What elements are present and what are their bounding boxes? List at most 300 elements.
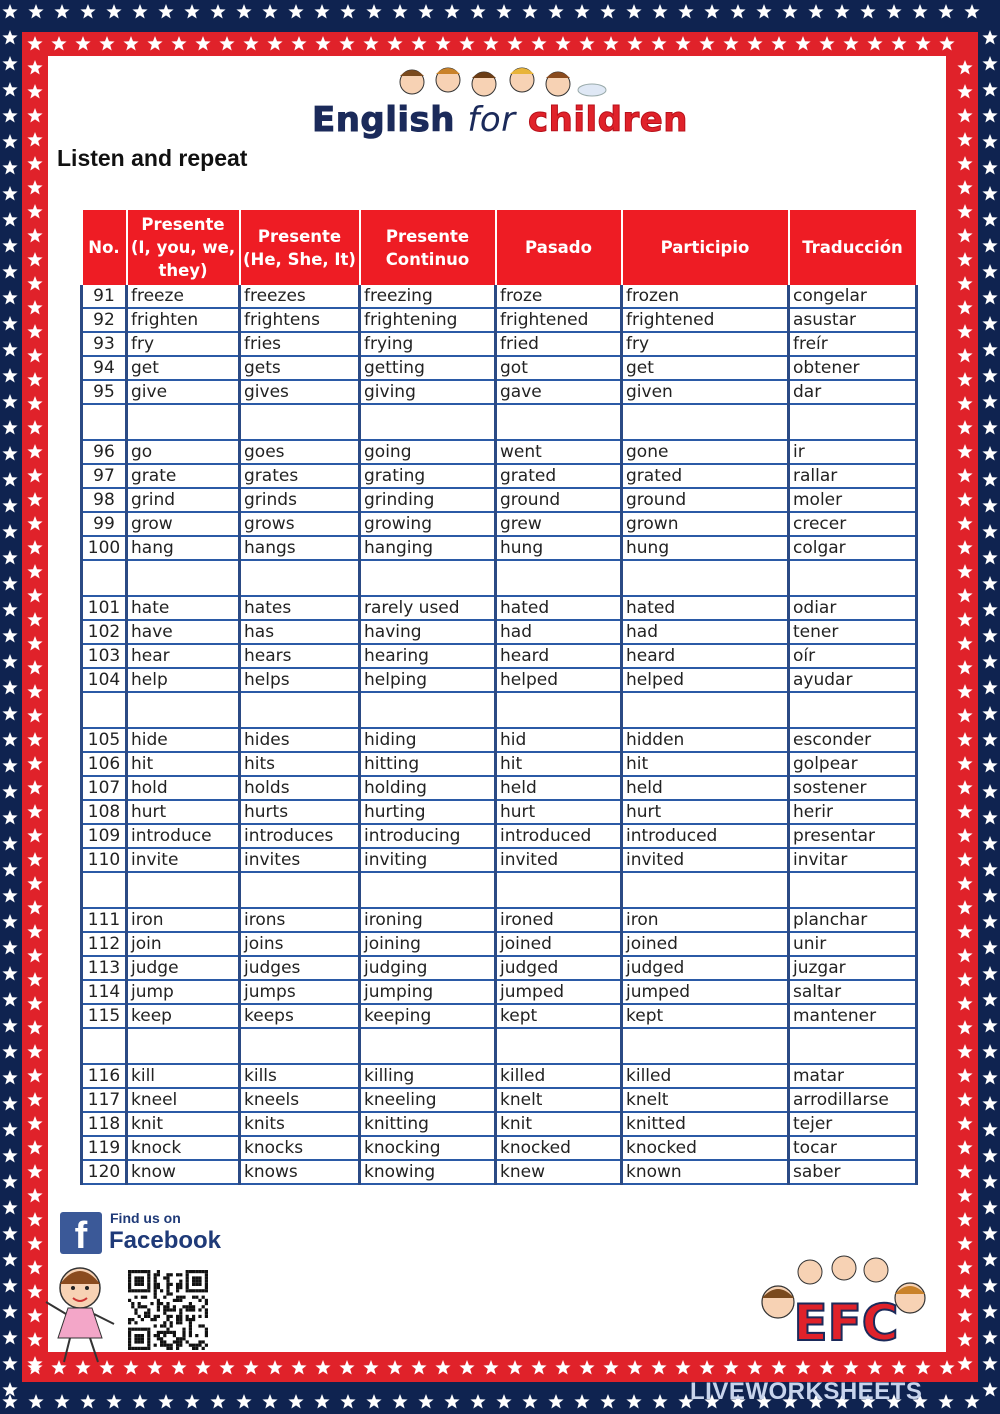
frame-star (339, 36, 354, 51)
verb-presente-i-you: know (127, 1160, 240, 1184)
spacer-cell (82, 1028, 127, 1064)
frame-star (27, 396, 42, 411)
verb-traduccion: tocar (789, 1136, 917, 1160)
spacer-cell (360, 560, 496, 596)
frame-star (699, 36, 714, 51)
verb-number: 95 (82, 380, 127, 404)
verb-pasado: went (496, 440, 622, 464)
verb-presente-he-she: hides (240, 728, 360, 752)
spacer-cell (240, 404, 360, 440)
frame-star (627, 36, 642, 51)
facebook-find-label: Find us on (110, 1210, 181, 1226)
verb-number: 119 (82, 1136, 127, 1160)
table-row (82, 644, 917, 668)
frame-star (891, 36, 906, 51)
verb-pasado: heard (496, 644, 622, 668)
frame-star (957, 1236, 972, 1251)
qr-code[interactable] (128, 1270, 208, 1350)
frame-star (507, 36, 522, 51)
frame-star (27, 1044, 42, 1059)
verb-traduccion: moler (789, 488, 917, 512)
frame-star (147, 1360, 162, 1375)
table-row (82, 596, 917, 620)
frame-star (957, 1164, 972, 1179)
verb-traduccion: obtener (789, 356, 917, 380)
frame-star (171, 1360, 186, 1375)
spacer-cell (496, 872, 622, 908)
frame-star (957, 1092, 972, 1107)
header-pasado: Pasado (496, 210, 622, 285)
table-row (82, 956, 917, 980)
frame-star (531, 36, 546, 51)
verb-participio: hit (622, 752, 789, 776)
frame-star (267, 36, 282, 51)
verb-number: 113 (82, 956, 127, 980)
verb-presente-he-she: hears (240, 644, 360, 668)
verb-number: 94 (82, 356, 127, 380)
frame-star (957, 876, 972, 891)
frame-star (957, 108, 972, 123)
verb-participio: hung (622, 536, 789, 560)
verb-participio: judged (622, 956, 789, 980)
verb-presente-i-you: iron (127, 908, 240, 932)
frame-star (411, 1360, 426, 1375)
frame-star (267, 1360, 282, 1375)
verb-traduccion: presentar (789, 824, 917, 848)
verb-participio: kept (622, 1004, 789, 1028)
frame-star (579, 36, 594, 51)
verb-pasado: jumped (496, 980, 622, 1004)
frame-star (27, 756, 42, 771)
verb-presente-continuo: keeping (360, 1004, 496, 1028)
verb-presente-he-she: grates (240, 464, 360, 488)
spacer-cell (496, 404, 622, 440)
spacer-cell (789, 560, 917, 596)
verb-participio: knocked (622, 1136, 789, 1160)
frame-star (339, 1360, 354, 1375)
frame-star (291, 36, 306, 51)
verb-presente-continuo: frying (360, 332, 496, 356)
frame-star (315, 1360, 330, 1375)
frame-star (957, 1212, 972, 1227)
frame-star (27, 852, 42, 867)
verb-traduccion: asustar (789, 308, 917, 332)
frame-star (27, 732, 42, 747)
verb-pasado: froze (496, 285, 622, 308)
frame-star (957, 996, 972, 1011)
table-row (82, 1064, 917, 1088)
verb-presente-i-you: hit (127, 752, 240, 776)
verb-presente-continuo: knocking (360, 1136, 496, 1160)
frame-star (957, 396, 972, 411)
verb-number: 93 (82, 332, 127, 356)
frame-star (957, 324, 972, 339)
verb-pasado: got (496, 356, 622, 380)
verb-presente-i-you: hang (127, 536, 240, 560)
frame-star (195, 36, 210, 51)
verb-presente-he-she: keeps (240, 1004, 360, 1028)
verb-number: 111 (82, 908, 127, 932)
verb-traduccion: planchar (789, 908, 917, 932)
verb-participio: introduced (622, 824, 789, 848)
verb-presente-i-you: help (127, 668, 240, 692)
frame-star (957, 1332, 972, 1347)
verb-number: 104 (82, 668, 127, 692)
frame-star (957, 492, 972, 507)
verb-presente-continuo: knitting (360, 1112, 496, 1136)
frame-star (651, 1360, 666, 1375)
verb-presente-he-she: goes (240, 440, 360, 464)
header-presente-i-you: Presente (I, you, we, they) (127, 210, 240, 285)
verb-presente-i-you: hear (127, 644, 240, 668)
verb-pasado: judged (496, 956, 622, 980)
spacer-cell (82, 692, 127, 728)
verb-traduccion: juzgar (789, 956, 917, 980)
spacer-cell (240, 692, 360, 728)
table-row (82, 728, 917, 752)
verb-pasado: kept (496, 1004, 622, 1028)
frame-star (957, 828, 972, 843)
table-row (82, 512, 917, 536)
verb-table-body (82, 285, 917, 1184)
table-row (82, 1160, 917, 1184)
spacer-cell (496, 560, 622, 596)
verb-presente-i-you: keep (127, 1004, 240, 1028)
verb-number: 110 (82, 848, 127, 872)
frame-star (957, 516, 972, 531)
table-row (82, 356, 917, 380)
frame-star (915, 36, 930, 51)
verb-number: 116 (82, 1064, 127, 1088)
verb-traduccion: tejer (789, 1112, 917, 1136)
verb-presente-continuo: ironing (360, 908, 496, 932)
verb-number: 109 (82, 824, 127, 848)
frame-star (957, 252, 972, 267)
spacer-cell (622, 872, 789, 908)
verb-presente-he-she: kneels (240, 1088, 360, 1112)
frame-star (957, 732, 972, 747)
verb-participio: killed (622, 1064, 789, 1088)
header-presente-continuo: Presente Continuo (360, 210, 496, 285)
verb-traduccion: freír (789, 332, 917, 356)
verb-traduccion: odiar (789, 596, 917, 620)
verb-number: 118 (82, 1112, 127, 1136)
frame-star (843, 1360, 858, 1375)
verb-presente-he-she: hangs (240, 536, 360, 560)
frame-star (957, 612, 972, 627)
frame-star (957, 924, 972, 939)
table-row (82, 488, 917, 512)
verb-presente-he-she: holds (240, 776, 360, 800)
spacer-cell (127, 872, 240, 908)
frame-star (795, 1360, 810, 1375)
verb-number: 108 (82, 800, 127, 824)
verb-pasado: grated (496, 464, 622, 488)
verb-pasado: knocked (496, 1136, 622, 1160)
spacer-cell (622, 692, 789, 728)
frame-star (27, 492, 42, 507)
frame-star (27, 564, 42, 579)
verb-participio: jumped (622, 980, 789, 1004)
frame-star (483, 36, 498, 51)
frame-star (243, 1360, 258, 1375)
verb-participio: hated (622, 596, 789, 620)
spacer-cell (789, 872, 917, 908)
header-presente-he-she: Presente (He, She, It) (240, 210, 360, 285)
frame-star (891, 1360, 906, 1375)
verb-participio: had (622, 620, 789, 644)
table-row (82, 980, 917, 1004)
verb-presente-continuo: freezing (360, 285, 496, 308)
frame-star (435, 1360, 450, 1375)
verb-presente-he-she: frightens (240, 308, 360, 332)
verb-participio: given (622, 380, 789, 404)
frame-star (957, 564, 972, 579)
frame-star (27, 468, 42, 483)
frame-star (939, 36, 954, 51)
verb-pasado: frightened (496, 308, 622, 332)
frame-star (27, 516, 42, 531)
spacer-cell (240, 1028, 360, 1064)
verb-presente-i-you: kneel (127, 1088, 240, 1112)
frame-star (957, 1356, 972, 1371)
verb-presente-continuo: getting (360, 356, 496, 380)
verb-presente-i-you: judge (127, 956, 240, 980)
verb-pasado: hated (496, 596, 622, 620)
verb-presente-i-you: give (127, 380, 240, 404)
verb-presente-continuo: holding (360, 776, 496, 800)
frame-star (957, 156, 972, 171)
frame-star (957, 204, 972, 219)
spacer-cell (360, 404, 496, 440)
frame-star (27, 108, 42, 123)
frame-star (957, 228, 972, 243)
table-row (82, 824, 917, 848)
facebook-icon: f (60, 1212, 102, 1254)
verb-presente-he-she: jumps (240, 980, 360, 1004)
frame-star (723, 36, 738, 51)
frame-star (771, 36, 786, 51)
frame-star (819, 36, 834, 51)
spacer-cell (789, 404, 917, 440)
efc-logo-text: EFC (793, 1294, 899, 1350)
table-row (82, 776, 917, 800)
verb-number: 98 (82, 488, 127, 512)
facebook-badge[interactable] (60, 1210, 220, 1256)
spacer-cell (127, 692, 240, 728)
frame-star (27, 876, 42, 891)
frame-star (957, 756, 972, 771)
verb-number: 120 (82, 1160, 127, 1184)
frame-star (957, 708, 972, 723)
frame-star (27, 1020, 42, 1035)
verb-presente-i-you: join (127, 932, 240, 956)
verb-pasado: joined (496, 932, 622, 956)
verb-presente-continuo: knowing (360, 1160, 496, 1184)
spacer-cell (82, 560, 127, 596)
frame-star (27, 36, 42, 51)
table-row (82, 332, 917, 356)
spacer-cell (622, 560, 789, 596)
verb-presente-i-you: knit (127, 1112, 240, 1136)
verb-presente-he-she: introduces (240, 824, 360, 848)
verb-presente-i-you: hide (127, 728, 240, 752)
verb-presente-he-she: gets (240, 356, 360, 380)
frame-star (957, 60, 972, 75)
frame-star (957, 660, 972, 675)
frame-star (27, 60, 42, 75)
verb-traduccion: esconder (789, 728, 917, 752)
verb-participio: frozen (622, 285, 789, 308)
frame-star (27, 180, 42, 195)
frame-star (957, 1140, 972, 1155)
verb-traduccion: colgar (789, 536, 917, 560)
frame-star (219, 1360, 234, 1375)
frame-star (939, 1360, 954, 1375)
verb-traduccion: rallar (789, 464, 917, 488)
verb-pasado: held (496, 776, 622, 800)
frame-star (27, 324, 42, 339)
verb-presente-i-you: kill (127, 1064, 240, 1088)
frame-star (459, 36, 474, 51)
spacer-cell (360, 872, 496, 908)
girl-illustration (40, 1258, 130, 1368)
frame-star (147, 36, 162, 51)
spacer-cell (496, 1028, 622, 1064)
verb-presente-continuo: kneeling (360, 1088, 496, 1112)
frame-star (957, 1044, 972, 1059)
frame-star (27, 444, 42, 459)
frame-star (27, 252, 42, 267)
verb-presente-he-she: knows (240, 1160, 360, 1184)
verb-presente-continuo: hurting (360, 800, 496, 824)
frame-star (957, 780, 972, 795)
spacer-cell (82, 404, 127, 440)
table-row (82, 1112, 917, 1136)
verb-presente-continuo: growing (360, 512, 496, 536)
frame-star (957, 420, 972, 435)
verb-table (80, 210, 918, 1185)
verb-participio: iron (622, 908, 789, 932)
verb-pasado: knelt (496, 1088, 622, 1112)
table-row (82, 464, 917, 488)
frame-star (957, 1068, 972, 1083)
spacer-cell (622, 404, 789, 440)
instruction-heading: Listen and repeat (57, 145, 248, 171)
frame-star (27, 228, 42, 243)
frame-star (27, 780, 42, 795)
frame-star (819, 1360, 834, 1375)
efc-logo (748, 1250, 948, 1350)
frame-star (957, 444, 972, 459)
table-row (82, 308, 917, 332)
verb-participio: heard (622, 644, 789, 668)
verb-number: 106 (82, 752, 127, 776)
verb-participio: invited (622, 848, 789, 872)
frame-star (957, 348, 972, 363)
frame-star (957, 372, 972, 387)
frame-star (957, 588, 972, 603)
verb-presente-continuo: rarely used (360, 596, 496, 620)
frame-star (603, 36, 618, 51)
liveworksheets-watermark: LIVEWORKSHEETS (690, 1378, 923, 1405)
frame-star (957, 948, 972, 963)
frame-star (99, 36, 114, 51)
frame-star (27, 420, 42, 435)
frame-star (957, 468, 972, 483)
verb-pasado: helped (496, 668, 622, 692)
frame-star (27, 300, 42, 315)
verb-presente-he-she: hits (240, 752, 360, 776)
verb-participio: frightened (622, 308, 789, 332)
frame-star (957, 84, 972, 99)
table-row (82, 440, 917, 464)
frame-star (957, 900, 972, 915)
frame-star (27, 924, 42, 939)
frame-star (27, 540, 42, 555)
verb-presente-i-you: jump (127, 980, 240, 1004)
verb-presente-continuo: joining (360, 932, 496, 956)
frame-star (957, 180, 972, 195)
verb-traduccion: unir (789, 932, 917, 956)
header-no: No. (82, 210, 127, 285)
frame-star (195, 1360, 210, 1375)
frame-star (915, 1360, 930, 1375)
verb-traduccion: ayudar (789, 668, 917, 692)
verb-presente-i-you: hate (127, 596, 240, 620)
verb-traduccion: arrodillarse (789, 1088, 917, 1112)
frame-star (363, 1360, 378, 1375)
table-row (82, 848, 917, 872)
verb-presente-he-she: knits (240, 1112, 360, 1136)
spacer-cell (127, 560, 240, 596)
verb-presente-i-you: frighten (127, 308, 240, 332)
frame-star (27, 372, 42, 387)
frame-star (747, 36, 762, 51)
logo-text (300, 100, 700, 140)
spacer-cell (789, 1028, 917, 1064)
verb-presente-i-you: hold (127, 776, 240, 800)
verb-presente-he-she: freezes (240, 285, 360, 308)
spacer-cell (82, 872, 127, 908)
frame-star (27, 348, 42, 363)
verb-participio: hurt (622, 800, 789, 824)
table-row (82, 800, 917, 824)
verb-participio: joined (622, 932, 789, 956)
verb-number: 112 (82, 932, 127, 956)
table-spacer-row (82, 560, 917, 596)
frame-star (747, 1360, 762, 1375)
frame-star (555, 1360, 570, 1375)
spacer-cell (496, 692, 622, 728)
frame-star (27, 84, 42, 99)
spacer-cell (789, 692, 917, 728)
frame-star (957, 852, 972, 867)
frame-star (27, 132, 42, 147)
table-row (82, 668, 917, 692)
verb-participio: knelt (622, 1088, 789, 1112)
verb-presente-continuo: grating (360, 464, 496, 488)
frame-star (27, 1236, 42, 1251)
verb-presente-i-you: have (127, 620, 240, 644)
verb-pasado: knit (496, 1112, 622, 1136)
frame-star (315, 36, 330, 51)
table-row (82, 536, 917, 560)
verb-pasado: hit (496, 752, 622, 776)
verb-traduccion: congelar (789, 285, 917, 308)
verb-presente-i-you: fry (127, 332, 240, 356)
frame-star (27, 804, 42, 819)
